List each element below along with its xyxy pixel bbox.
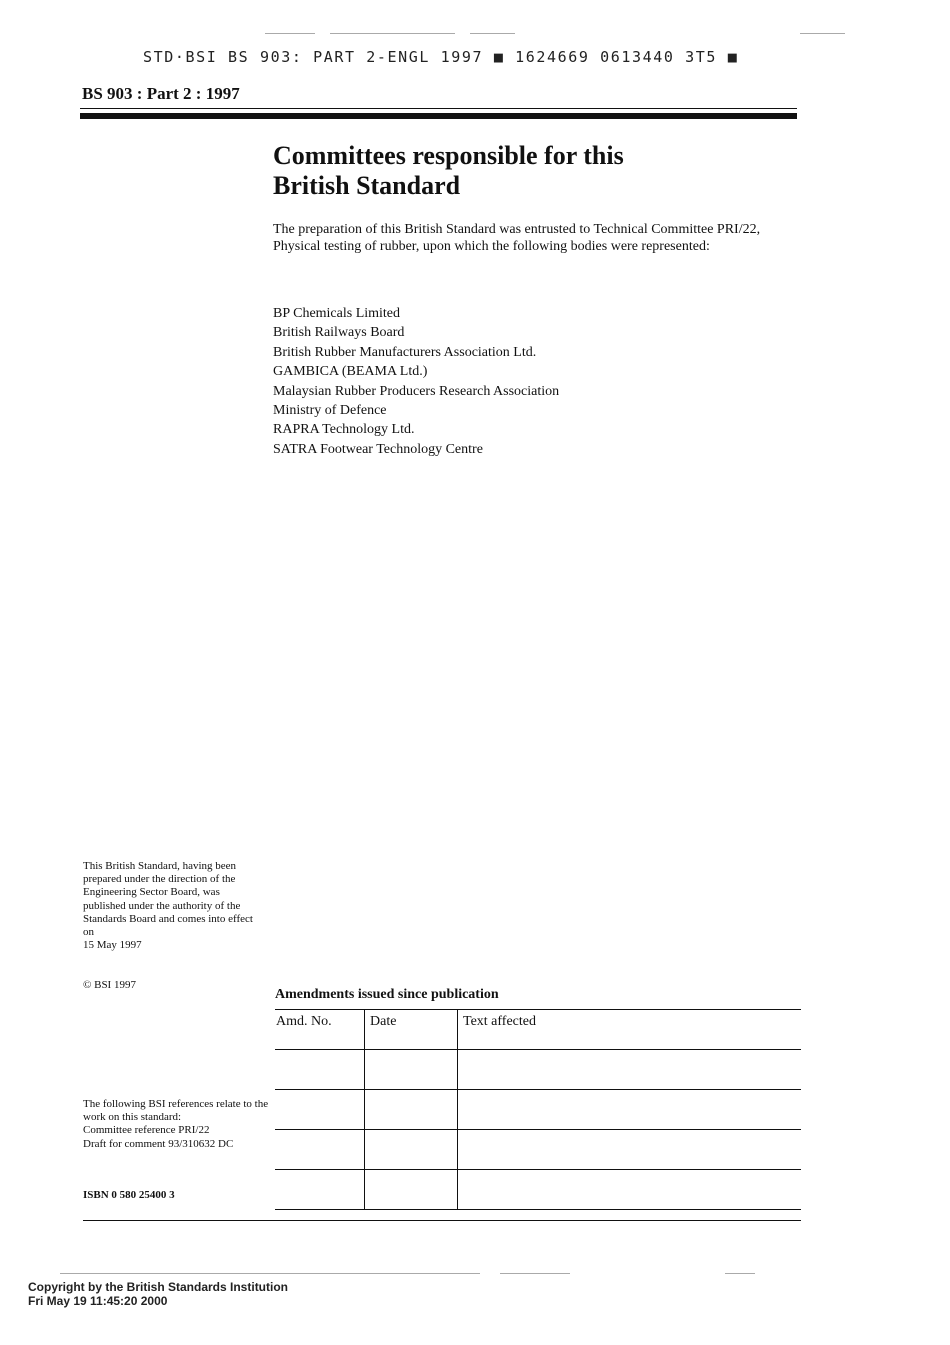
amendments-table [275, 1009, 801, 1210]
column-header-amd-no: Amd. No. [275, 1010, 365, 1050]
bsi-references [83, 1098, 283, 1151]
scan-artifact [500, 1273, 570, 1274]
scan-artifact [60, 1273, 480, 1274]
references-intro: The following BSI references relate to the work on this standard: [83, 1098, 269, 1124]
document-id: BS 903 : Part 2 : 1997 [82, 84, 240, 103]
copyright-footer [28, 1280, 288, 1308]
table-cell [275, 1050, 365, 1090]
page-title [273, 141, 793, 201]
list-item: SATRA Footwear Technology Centre [273, 441, 483, 457]
scan-artifact [800, 33, 845, 34]
intro-paragraph: The preparation of this British Standard was entrusted to Technical Committee PRI/22, Physical testing of rubber, upon which the following bodies were represented: [273, 222, 761, 254]
list-item: Ministry of Defence [273, 403, 387, 419]
scan-header: STD·BSI BS 903: PART 2-ENGL 1997 ■ 1624669 0613440 3T5 ■ [143, 48, 739, 66]
effective-date: 15 May 1997 [83, 939, 142, 952]
isbn: ISBN 0 580 25400 3 [83, 1189, 175, 1201]
table-header-row [275, 1010, 801, 1050]
table-cell [275, 1170, 365, 1210]
column-header-text-affected: Text affected [458, 1010, 802, 1050]
list-item: British Rubber Manufacturers Association Ltd. [273, 344, 537, 360]
list-item: RAPRA Technology Ltd. [273, 422, 415, 438]
table-cell [275, 1130, 365, 1170]
table-cell [365, 1090, 458, 1130]
list-item: British Railways Board [273, 325, 405, 341]
table-cell [365, 1050, 458, 1090]
footer-timestamp: Fri May 19 11:45:20 2000 [28, 1294, 168, 1308]
table-cell [365, 1130, 458, 1170]
bottom-rule [83, 1220, 801, 1221]
page-title-line-1: Committees responsible for this [273, 141, 624, 170]
copyright-notice: © BSI 1997 [83, 979, 136, 991]
table-cell [458, 1090, 802, 1130]
table-cell [275, 1090, 365, 1130]
table-row [275, 1170, 801, 1210]
page-title-line-2: British Standard [273, 171, 461, 200]
draft-reference: Draft for comment 93/310632 DC [83, 1137, 234, 1150]
table-row [275, 1090, 801, 1130]
amendments-title: Amendments issued since publication [275, 987, 499, 1002]
table-cell [458, 1130, 802, 1170]
table-cell [458, 1050, 802, 1090]
header-rule-thick [80, 113, 797, 119]
footer-copyright: Copyright by the British Standards Institution [28, 1280, 289, 1294]
list-item: GAMBICA (BEAMA Ltd.) [273, 364, 428, 380]
header-rule-thin [80, 108, 797, 109]
list-item: Malaysian Rubber Producers Research Association [273, 383, 560, 399]
scan-artifact [725, 1273, 755, 1274]
table-cell [458, 1170, 802, 1210]
represented-bodies-list [273, 304, 559, 459]
committee-reference: Committee reference PRI/22 [83, 1124, 210, 1137]
scan-artifact [470, 33, 515, 34]
publication-note [83, 860, 263, 952]
publication-note-text: This British Standard, having been prepared under the direction of the Engineering Sector Board, was published under the authority of the Standards Board and comes into effect on [83, 860, 253, 939]
scan-artifact [330, 33, 455, 34]
scan-artifact [265, 33, 315, 34]
table-row [275, 1130, 801, 1170]
table-cell [365, 1170, 458, 1210]
list-item: BP Chemicals Limited [273, 306, 401, 321]
table-row [275, 1050, 801, 1090]
column-header-date: Date [365, 1010, 458, 1050]
